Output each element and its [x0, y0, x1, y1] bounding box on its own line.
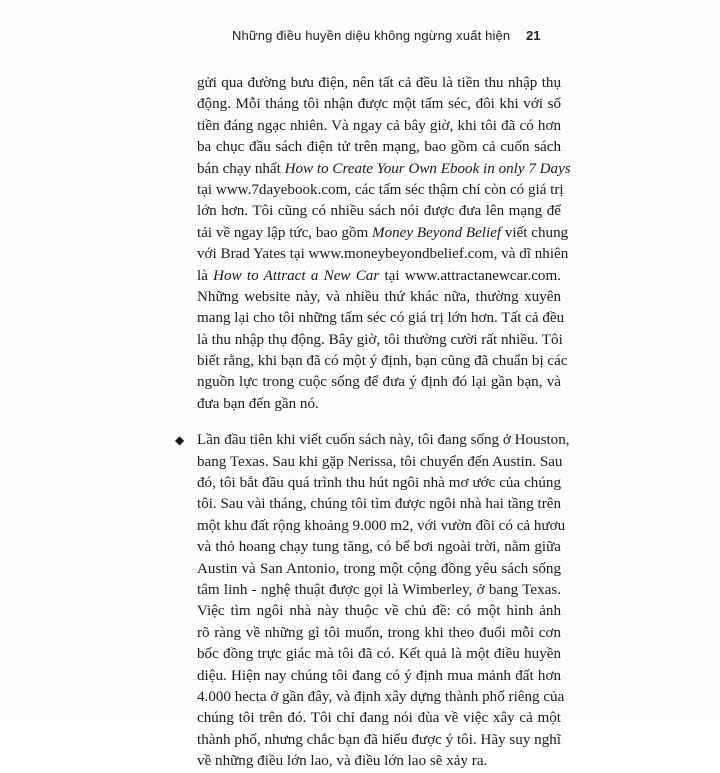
text-line — [197, 452, 561, 473]
text-run: biết rằng, khi bạn đã có một ý định, bạn cũng đã chuẩn bị các — [197, 353, 568, 370]
italic-title: How to Create Your Own Ebook in only 7 Days — [284, 160, 571, 177]
text-line — [197, 516, 566, 537]
text-line — [197, 687, 565, 708]
text-run: ba chục đầu sách điện tử trên mạng, bao gồm cả cuốn sách — [197, 139, 561, 156]
text-run: viết chung — [501, 224, 569, 241]
text-line — [197, 244, 569, 265]
text-line — [197, 580, 561, 601]
text-run: đó, tôi bắt đầu quá trình thu hút ngôi nhà mơ ước của chúng — [197, 475, 561, 492]
text-line — [197, 351, 568, 372]
text-run: là — [197, 267, 214, 284]
text-line — [197, 494, 561, 515]
text-line — [197, 430, 570, 451]
text-line — [197, 94, 561, 115]
text-run: 4.000 hecta ở gần đây, và định xây dựng thành phố riêng của — [197, 688, 565, 705]
running-header — [0, 28, 720, 48]
text-line — [197, 137, 561, 158]
text-run: tại www.7dayebook.com, các tấm séc thậm chí còn có giá trị — [197, 181, 564, 198]
paragraph-1 — [197, 73, 571, 415]
text-run: động. Mỗi tháng tôi nhận được một tấm séc, đôi khi với số — [197, 96, 561, 113]
text-run: lớn hơn. Tôi cũng có nhiều sách nói được đưa lên mạng để — [197, 203, 561, 220]
paragraph-2 — [197, 430, 570, 772]
text-line — [197, 330, 561, 351]
text-line — [197, 159, 571, 180]
italic-title: Money Beyond Belief — [372, 224, 502, 241]
text-line — [197, 180, 564, 201]
text-line — [197, 473, 561, 494]
text-run: bốc đồng trực giác mà tôi đã có. Kết quả là một điều huyền — [197, 646, 561, 663]
text-run: diệu. Hiện nay chúng tôi đang có ý định mua mảnh đất hơn — [197, 667, 561, 684]
text-line — [197, 394, 561, 415]
text-run: Lần đầu tiên khi viết cuốn sách này, tôi đang sống ở Houston, — [197, 432, 570, 449]
text-line — [197, 223, 569, 244]
text-line — [197, 287, 561, 308]
text-line — [197, 644, 561, 665]
text-run: bang Texas. Sau khi gặp Nerissa, tôi chuyển đến Austin. Sau — [197, 453, 563, 470]
text-line — [197, 266, 561, 287]
text-run: nguồn lực trong cuộc sống để đưa ý định đó lại gần bạn, và — [197, 374, 561, 391]
text-line — [197, 73, 561, 94]
text-run: tại www.attractanewcar.com. — [379, 267, 561, 284]
text-line — [197, 623, 561, 644]
text-line — [197, 372, 561, 393]
text-line — [197, 116, 561, 137]
text-line — [197, 666, 561, 687]
chapter-title: Những điều huyền diệu không ngừng xuất hiện — [232, 28, 511, 43]
text-run: mang lại cho tôi những tấm séc có giá trị lớn hơn. Tất cả đều — [197, 310, 565, 327]
text-run: thành phố, nhưng chắc bạn đã hiểu được ý tôi. Hãy suy nghĩ — [197, 731, 561, 748]
text-run: gửi qua đường bưu điện, nên tất cả đều là tiền thu nhập thụ — [197, 75, 561, 91]
text-run: tâm linh - nghệ thuật được gọi là Wimberley, ở bang Texas. — [197, 581, 561, 598]
text-line — [197, 601, 561, 622]
text-run: với Brad Yates tại www.moneybeyondbelief.com, và dĩ nhiên — [197, 246, 569, 263]
page-number: 21 — [526, 28, 541, 43]
text-line — [197, 308, 565, 329]
bullet-item — [175, 430, 570, 772]
text-run: rõ ràng về những gì tôi muốn, trong khi theo đuổi mỗi cơn — [197, 624, 561, 641]
text-line — [197, 751, 561, 772]
italic-title: How to Attract a New Car — [213, 267, 380, 284]
body-text — [175, 73, 571, 773]
text-run: và thỏ hoang chạy tung tăng, có bể bơi ngoài trời, nằm giữa — [197, 539, 561, 556]
text-run: Những website này, và nhiều thứ khác nữa, thường xuyên — [197, 288, 561, 305]
text-run: là thu nhập thụ động. Bây giờ, tôi thường cười rất nhiều. Tôi — [197, 331, 563, 348]
diamond-bullet-icon: ◆ — [175, 433, 185, 448]
text-run: một khu đất rộng khoảng 9.000 m2, với vườn đồi có cả hươu — [197, 517, 566, 534]
text-line — [197, 537, 561, 558]
text-run: Austin và San Antonio, trong một cộng đồng yêu sách sống — [197, 560, 561, 577]
text-run: đưa bạn đến gần nó. — [197, 395, 319, 412]
text-line — [197, 730, 561, 751]
text-run: bán chạy nhất — [197, 160, 285, 177]
text-run: chúng tôi trên đó. Tôi chỉ đang nói đùa về việc xây cả một — [197, 710, 561, 727]
paragraph-gap — [197, 415, 561, 430]
text-run: về những điều lớn lao, và điều lớn lao sẽ xảy ra. — [197, 753, 488, 770]
text-run: tôi. Sau vài tháng, chúng tôi tìm được ngôi nhà hai tầng trên — [197, 496, 561, 513]
text-line — [197, 708, 561, 729]
text-line — [197, 559, 561, 580]
text-run: Việc tìm ngôi nhà này thuộc về chủ đề: có một hình ảnh — [197, 603, 561, 620]
text-run: tải về ngay lập tức, bao gồm — [197, 224, 373, 241]
text-line — [197, 201, 561, 222]
text-run: tiền đáng ngạc nhiên. Và ngay cả bây giờ, khi tôi đã có hơn — [197, 117, 561, 134]
